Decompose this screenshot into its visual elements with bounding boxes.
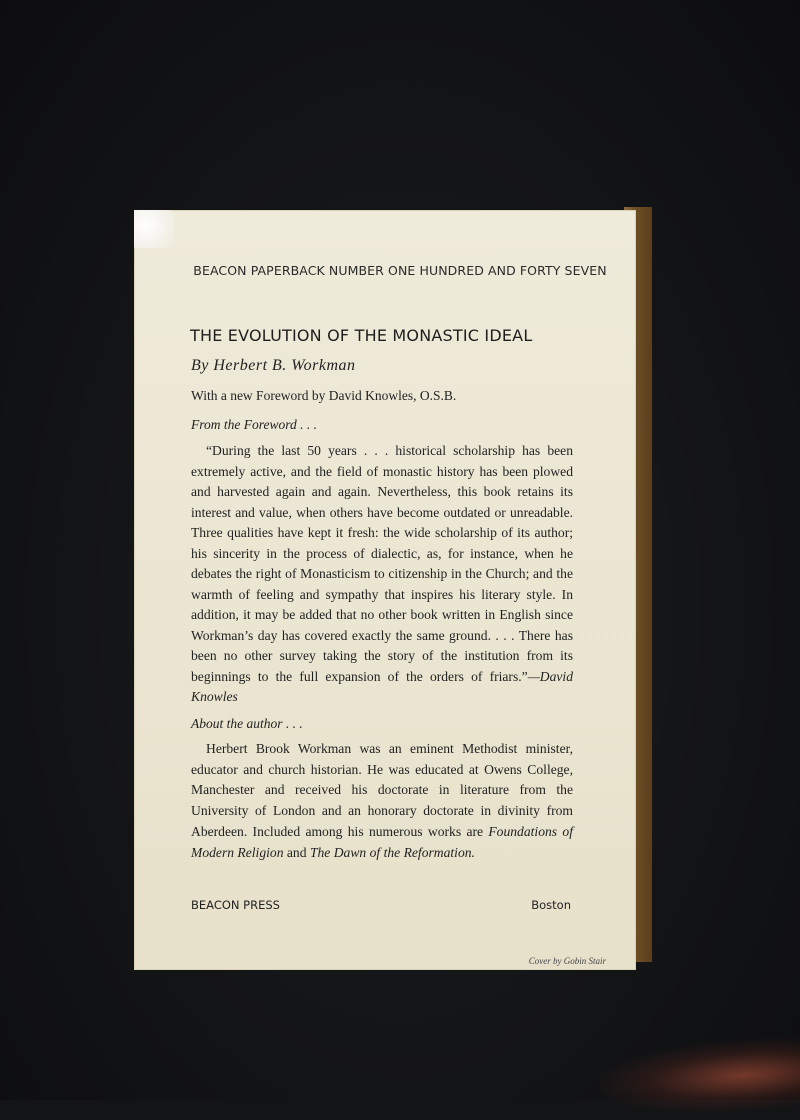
work-title-2: The Dawn of the Reformation. <box>309 844 475 860</box>
book-title: THE EVOLUTION OF THE MONASTIC IDEAL <box>190 326 533 345</box>
worn-corner <box>134 210 174 248</box>
foreword-quote-text: “During the last 50 years . . . historical scholarship has been extremely active, and the field of monastic history has been plowed and harvested again and again. Nevertheless, this book retains its interest and value, when others have become outdated or unreadable. Three qualities have kept it fresh: the wide scholarship of its author; his sincerity in the process of dialectic, as, for instance, when he debates the right of Monasticism to citizenship in the Church; and the warmth of feeling and sympathy that inspires his literary style. In addition, it may be added that no other book written in English since Workman’s day has covered exactly the same ground. . . . There has been no other survey taking the story of the institution from its beginnings to the full expansion of the orders of friars.” <box>191 443 573 684</box>
publisher-city: Boston <box>531 898 571 912</box>
publisher-name: BEACON PRESS <box>191 898 280 912</box>
foreword-quote <box>191 441 573 708</box>
about-and: and <box>283 844 310 860</box>
work-title-1: Foundations of Modern Religion <box>191 823 573 860</box>
book-back-cover <box>134 210 636 970</box>
cover-credit: Cover by Gobin Stair <box>528 956 606 966</box>
series-line: BEACON PAPERBACK NUMBER ONE HUNDRED AND FORTY SEVEN <box>193 263 607 278</box>
foreword-signature: —David Knowles <box>191 668 573 704</box>
foreword-heading: From the Foreword . . . <box>191 417 317 432</box>
about-text: Herbert Brook Workman was an eminent Methodist minister, educator and church historian. He was educated at Owens College, Manchester and received his doctorate in literature from the University of London and an honorary doctorate in divinity from Aberdeen. Included among his numerous works are <box>191 741 573 839</box>
foreword-credit: With a new Foreword by David Knowles, O.S.B. <box>191 388 457 403</box>
about-author-text <box>191 739 573 863</box>
book-author: By Herbert B. Workman <box>191 357 356 374</box>
about-heading: About the author . . . <box>191 716 303 731</box>
